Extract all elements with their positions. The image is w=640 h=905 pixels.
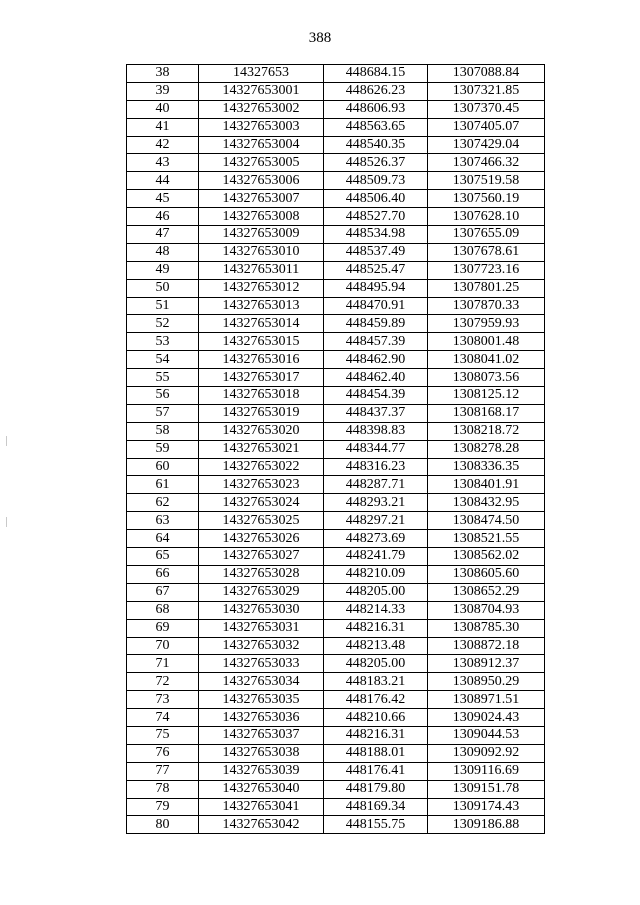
y-coordinate-cell: 1308073.56 [428, 369, 545, 387]
y-coordinate-cell: 1309116.69 [428, 762, 545, 780]
point-id-cell: 14327653042 [199, 816, 324, 834]
y-coordinate-cell: 1307560.19 [428, 190, 545, 208]
y-coordinate-cell: 1307723.16 [428, 261, 545, 279]
table-row [127, 351, 545, 369]
point-id-cell: 14327653027 [199, 548, 324, 566]
table-row [127, 565, 545, 583]
y-coordinate-cell: 1308605.60 [428, 565, 545, 583]
table-row [127, 136, 545, 154]
y-coordinate-cell: 1308562.02 [428, 548, 545, 566]
table-row [127, 494, 545, 512]
table-row [127, 458, 545, 476]
x-coordinate-cell: 448287.71 [324, 476, 428, 494]
page-number: 388 [308, 30, 332, 46]
x-coordinate-cell: 448316.23 [324, 458, 428, 476]
point-id-cell: 14327653020 [199, 422, 324, 440]
point-id-cell: 14327653026 [199, 530, 324, 548]
table-row [127, 744, 545, 762]
point-number-cell: 71 [127, 655, 199, 673]
x-coordinate-cell: 448462.90 [324, 351, 428, 369]
x-coordinate-cell: 448216.31 [324, 726, 428, 744]
x-coordinate-cell: 448213.48 [324, 637, 428, 655]
x-coordinate-cell: 448344.77 [324, 440, 428, 458]
point-id-cell: 14327653034 [199, 673, 324, 691]
x-coordinate-cell: 448509.73 [324, 172, 428, 190]
x-coordinate-cell: 448526.37 [324, 154, 428, 172]
y-coordinate-cell: 1308950.29 [428, 673, 545, 691]
table-row [127, 601, 545, 619]
y-coordinate-cell: 1308401.91 [428, 476, 545, 494]
x-coordinate-cell: 448454.39 [324, 387, 428, 405]
y-coordinate-cell: 1308652.29 [428, 583, 545, 601]
table-row [127, 65, 545, 83]
x-coordinate-cell: 448563.65 [324, 118, 428, 136]
point-number-cell: 75 [127, 726, 199, 744]
table-row [127, 82, 545, 100]
point-id-cell: 14327653037 [199, 726, 324, 744]
table-row [127, 297, 545, 315]
y-coordinate-cell: 1308704.93 [428, 601, 545, 619]
point-id-cell: 14327653038 [199, 744, 324, 762]
y-coordinate-cell: 1307801.25 [428, 279, 545, 297]
y-coordinate-cell: 1308278.28 [428, 440, 545, 458]
point-id-cell: 14327653009 [199, 226, 324, 244]
y-coordinate-cell: 1307466.32 [428, 154, 545, 172]
point-number-cell: 63 [127, 512, 199, 530]
x-coordinate-cell: 448540.35 [324, 136, 428, 154]
table-row [127, 404, 545, 422]
point-id-cell: 14327653007 [199, 190, 324, 208]
point-number-cell: 60 [127, 458, 199, 476]
table-row [127, 637, 545, 655]
point-id-cell: 14327653016 [199, 351, 324, 369]
point-number-cell: 58 [127, 422, 199, 440]
x-coordinate-cell: 448534.98 [324, 226, 428, 244]
point-number-cell: 39 [127, 82, 199, 100]
x-coordinate-cell: 448205.00 [324, 655, 428, 673]
point-number-cell: 41 [127, 118, 199, 136]
table-row [127, 387, 545, 405]
table-row [127, 709, 545, 727]
point-number-cell: 70 [127, 637, 199, 655]
point-number-cell: 77 [127, 762, 199, 780]
table-row [127, 315, 545, 333]
point-id-cell: 14327653022 [199, 458, 324, 476]
table-row [127, 422, 545, 440]
point-id-cell: 14327653002 [199, 100, 324, 118]
point-number-cell: 46 [127, 208, 199, 226]
point-id-cell: 14327653017 [199, 369, 324, 387]
table-row [127, 619, 545, 637]
x-coordinate-cell: 448273.69 [324, 530, 428, 548]
point-id-cell: 14327653031 [199, 619, 324, 637]
point-number-cell: 54 [127, 351, 199, 369]
point-number-cell: 40 [127, 100, 199, 118]
point-number-cell: 62 [127, 494, 199, 512]
y-coordinate-cell: 1308474.50 [428, 512, 545, 530]
y-coordinate-cell: 1307519.58 [428, 172, 545, 190]
point-id-cell: 14327653012 [199, 279, 324, 297]
table-row [127, 691, 545, 709]
point-number-cell: 52 [127, 315, 199, 333]
point-id-cell: 14327653030 [199, 601, 324, 619]
table-row [127, 100, 545, 118]
point-id-cell: 14327653023 [199, 476, 324, 494]
x-coordinate-cell: 448183.21 [324, 673, 428, 691]
point-number-cell: 38 [127, 65, 199, 83]
point-id-cell: 14327653013 [199, 297, 324, 315]
x-coordinate-cell: 448525.47 [324, 261, 428, 279]
point-id-cell: 14327653018 [199, 387, 324, 405]
y-coordinate-cell: 1307429.04 [428, 136, 545, 154]
x-coordinate-cell: 448216.31 [324, 619, 428, 637]
scan-artifact-mark [6, 517, 7, 527]
y-coordinate-cell: 1308336.35 [428, 458, 545, 476]
y-coordinate-cell: 1307321.85 [428, 82, 545, 100]
point-id-cell: 14327653035 [199, 691, 324, 709]
y-coordinate-cell: 1307405.07 [428, 118, 545, 136]
point-id-cell: 14327653040 [199, 780, 324, 798]
point-number-cell: 57 [127, 404, 199, 422]
table-row [127, 333, 545, 351]
x-coordinate-cell: 448176.42 [324, 691, 428, 709]
point-id-cell: 14327653008 [199, 208, 324, 226]
y-coordinate-cell: 1309174.43 [428, 798, 545, 816]
point-number-cell: 45 [127, 190, 199, 208]
point-number-cell: 67 [127, 583, 199, 601]
y-coordinate-cell: 1308872.18 [428, 637, 545, 655]
y-coordinate-cell: 1307628.10 [428, 208, 545, 226]
x-coordinate-cell: 448506.40 [324, 190, 428, 208]
x-coordinate-cell: 448169.34 [324, 798, 428, 816]
point-id-cell: 14327653015 [199, 333, 324, 351]
point-id-cell: 14327653021 [199, 440, 324, 458]
table-row [127, 154, 545, 172]
coordinates-table-body [127, 65, 545, 834]
x-coordinate-cell: 448210.66 [324, 709, 428, 727]
point-id-cell: 14327653010 [199, 243, 324, 261]
y-coordinate-cell: 1309151.78 [428, 780, 545, 798]
point-number-cell: 66 [127, 565, 199, 583]
x-coordinate-cell: 448470.91 [324, 297, 428, 315]
table-row [127, 816, 545, 834]
point-id-cell: 14327653024 [199, 494, 324, 512]
x-coordinate-cell: 448293.21 [324, 494, 428, 512]
table-row [127, 369, 545, 387]
x-coordinate-cell: 448459.89 [324, 315, 428, 333]
point-id-cell: 14327653028 [199, 565, 324, 583]
point-number-cell: 50 [127, 279, 199, 297]
x-coordinate-cell: 448398.83 [324, 422, 428, 440]
table-row [127, 512, 545, 530]
x-coordinate-cell: 448176.41 [324, 762, 428, 780]
x-coordinate-cell: 448684.15 [324, 65, 428, 83]
point-number-cell: 72 [127, 673, 199, 691]
y-coordinate-cell: 1308218.72 [428, 422, 545, 440]
point-id-cell: 14327653003 [199, 118, 324, 136]
point-number-cell: 51 [127, 297, 199, 315]
table-row [127, 261, 545, 279]
point-id-cell: 14327653019 [199, 404, 324, 422]
table-row [127, 762, 545, 780]
coordinates-table [126, 64, 545, 834]
y-coordinate-cell: 1307678.61 [428, 243, 545, 261]
x-coordinate-cell: 448462.40 [324, 369, 428, 387]
x-coordinate-cell: 448297.21 [324, 512, 428, 530]
table-row [127, 780, 545, 798]
y-coordinate-cell: 1308432.95 [428, 494, 545, 512]
y-coordinate-cell: 1308912.37 [428, 655, 545, 673]
table-row [127, 548, 545, 566]
point-number-cell: 76 [127, 744, 199, 762]
x-coordinate-cell: 448457.39 [324, 333, 428, 351]
y-coordinate-cell: 1308168.17 [428, 404, 545, 422]
x-coordinate-cell: 448527.70 [324, 208, 428, 226]
y-coordinate-cell: 1307088.84 [428, 65, 545, 83]
y-coordinate-cell: 1307870.33 [428, 297, 545, 315]
table-row [127, 440, 545, 458]
point-number-cell: 79 [127, 798, 199, 816]
y-coordinate-cell: 1307370.45 [428, 100, 545, 118]
x-coordinate-cell: 448179.80 [324, 780, 428, 798]
y-coordinate-cell: 1308971.51 [428, 691, 545, 709]
table-row [127, 118, 545, 136]
table-row [127, 243, 545, 261]
table-row [127, 208, 545, 226]
point-id-cell: 14327653029 [199, 583, 324, 601]
y-coordinate-cell: 1307655.09 [428, 226, 545, 244]
point-number-cell: 42 [127, 136, 199, 154]
point-number-cell: 74 [127, 709, 199, 727]
table-row [127, 190, 545, 208]
point-number-cell: 64 [127, 530, 199, 548]
point-id-cell: 14327653025 [199, 512, 324, 530]
point-number-cell: 55 [127, 369, 199, 387]
y-coordinate-cell: 1309092.92 [428, 744, 545, 762]
y-coordinate-cell: 1308041.02 [428, 351, 545, 369]
table-row [127, 226, 545, 244]
point-number-cell: 65 [127, 548, 199, 566]
point-number-cell: 49 [127, 261, 199, 279]
point-number-cell: 44 [127, 172, 199, 190]
x-coordinate-cell: 448210.09 [324, 565, 428, 583]
table-row [127, 655, 545, 673]
y-coordinate-cell: 1309024.43 [428, 709, 545, 727]
point-number-cell: 80 [127, 816, 199, 834]
point-number-cell: 78 [127, 780, 199, 798]
point-id-cell: 14327653032 [199, 637, 324, 655]
table-row [127, 726, 545, 744]
point-id-cell: 14327653036 [199, 709, 324, 727]
y-coordinate-cell: 1308521.55 [428, 530, 545, 548]
point-number-cell: 56 [127, 387, 199, 405]
y-coordinate-cell: 1308125.12 [428, 387, 545, 405]
point-number-cell: 73 [127, 691, 199, 709]
point-id-cell: 14327653011 [199, 261, 324, 279]
x-coordinate-cell: 448437.37 [324, 404, 428, 422]
point-id-cell: 14327653004 [199, 136, 324, 154]
x-coordinate-cell: 448537.49 [324, 243, 428, 261]
x-coordinate-cell: 448626.23 [324, 82, 428, 100]
table-row [127, 583, 545, 601]
point-id-cell: 14327653041 [199, 798, 324, 816]
point-id-cell: 14327653039 [199, 762, 324, 780]
table-row [127, 798, 545, 816]
table-row [127, 172, 545, 190]
x-coordinate-cell: 448188.01 [324, 744, 428, 762]
x-coordinate-cell: 448241.79 [324, 548, 428, 566]
point-id-cell: 14327653006 [199, 172, 324, 190]
point-number-cell: 61 [127, 476, 199, 494]
x-coordinate-cell: 448495.94 [324, 279, 428, 297]
point-id-cell: 14327653001 [199, 82, 324, 100]
y-coordinate-cell: 1309186.88 [428, 816, 545, 834]
point-number-cell: 47 [127, 226, 199, 244]
table-row [127, 673, 545, 691]
scan-artifact-mark [6, 436, 7, 446]
table-row [127, 476, 545, 494]
point-number-cell: 59 [127, 440, 199, 458]
x-coordinate-cell: 448205.00 [324, 583, 428, 601]
y-coordinate-cell: 1308001.48 [428, 333, 545, 351]
point-id-cell: 14327653 [199, 65, 324, 83]
table-row [127, 530, 545, 548]
point-id-cell: 14327653014 [199, 315, 324, 333]
point-number-cell: 43 [127, 154, 199, 172]
x-coordinate-cell: 448606.93 [324, 100, 428, 118]
point-id-cell: 14327653033 [199, 655, 324, 673]
y-coordinate-cell: 1307959.93 [428, 315, 545, 333]
point-number-cell: 69 [127, 619, 199, 637]
y-coordinate-cell: 1308785.30 [428, 619, 545, 637]
point-number-cell: 48 [127, 243, 199, 261]
x-coordinate-cell: 448155.75 [324, 816, 428, 834]
x-coordinate-cell: 448214.33 [324, 601, 428, 619]
point-number-cell: 53 [127, 333, 199, 351]
table-row [127, 279, 545, 297]
y-coordinate-cell: 1309044.53 [428, 726, 545, 744]
point-number-cell: 68 [127, 601, 199, 619]
point-id-cell: 14327653005 [199, 154, 324, 172]
